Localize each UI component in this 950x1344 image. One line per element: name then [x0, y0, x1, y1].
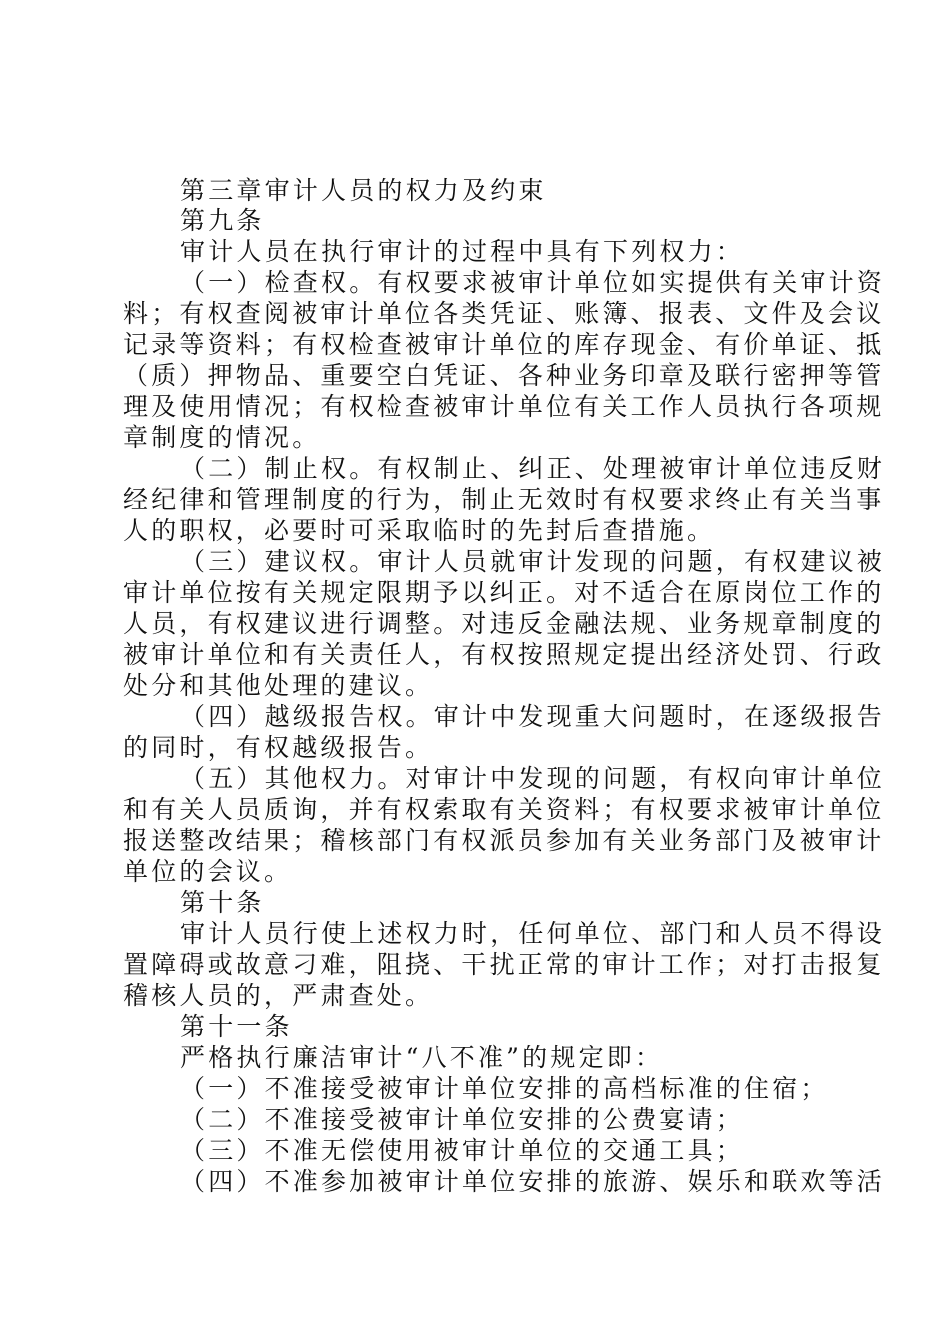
text-line: 被审计单位和有关责任人，有权按照规定提出经济处罚、行政	[123, 640, 885, 669]
text-line: （二）不准接受被审计单位安排的公费宴请；	[180, 1105, 745, 1134]
text-line: （一）检查权。有权要求被审计单位如实提供有关审计资	[180, 268, 886, 297]
text-line: 审计人员在执行审计的过程中具有下列权力：	[180, 237, 745, 266]
text-line: 料；有权查阅被审计单位各类凭证、账簿、报表、文件及会议	[123, 299, 885, 328]
text-line: 严格执行廉洁审计“八不准”的规定即：	[180, 1043, 664, 1072]
text-line: 记录等资料；有权检查被审计单位的库存现金、有价单证、抵	[123, 330, 885, 359]
text-line: 处分和其他处理的建议。	[123, 671, 434, 700]
text-line: 置障碍或故意刁难，阻挠、干扰正常的审计工作；对打击报复	[123, 950, 885, 979]
text-line: 单位的会议。	[123, 857, 293, 886]
text-line: （四）不准参加被审计单位安排的旅游、娱乐和联欢等活	[180, 1167, 886, 1196]
text-line: （三）不准无偿使用被审计单位的交通工具；	[180, 1136, 745, 1165]
text-line: 经纪律和管理制度的行为，制止无效时有权要求终止有关当事	[123, 485, 885, 514]
text-line: 人员，有权建议进行调整。对违反金融法规、业务规章制度的	[123, 609, 885, 638]
article-heading-10: 第十条	[180, 888, 265, 917]
text-line: 审计人员行使上述权力时，任何单位、部门和人员不得设	[180, 919, 886, 948]
text-line: （五）其他权力。对审计中发现的问题，有权向审计单位	[180, 764, 886, 793]
text-line: 和有关人员质询，并有权索取有关资料；有权要求被审计单位	[123, 795, 885, 824]
article-heading-9: 第九条	[180, 206, 265, 235]
text-line: （二）制止权。有权制止、纠正、处理被审计单位违反财	[180, 454, 886, 483]
text-line: （一）不准接受被审计单位安排的高档标准的住宿；	[180, 1074, 829, 1103]
text-line: 报送整改结果；稽核部门有权派员参加有关业务部门及被审计	[123, 826, 885, 855]
chapter-title: 第三章审计人员的权力及约束	[180, 176, 547, 205]
article-heading-11: 第十一条	[180, 1012, 293, 1041]
text-line: 审计单位按有关规定限期予以纠正。对不适合在原岗位工作的	[123, 578, 885, 607]
text-line: 理及使用情况；有权检查被审计单位有关工作人员执行各项规	[123, 392, 885, 421]
text-line: 章制度的情况。	[123, 423, 321, 452]
text-line: 人的职权，必要时可采取临时的先封后查措施。	[123, 516, 716, 545]
text-line: 稽核人员的，严肃查处。	[123, 981, 434, 1010]
text-line: （质）押物品、重要空白凭证、各种业务印章及联行密押等管	[123, 361, 885, 390]
text-line: （三）建议权。审计人员就审计发现的问题，有权建议被	[180, 547, 886, 576]
text-line: 的同时，有权越级报告。	[123, 733, 434, 762]
text-line: （四）越级报告权。审计中发现重大问题时，在逐级报告	[180, 702, 886, 731]
